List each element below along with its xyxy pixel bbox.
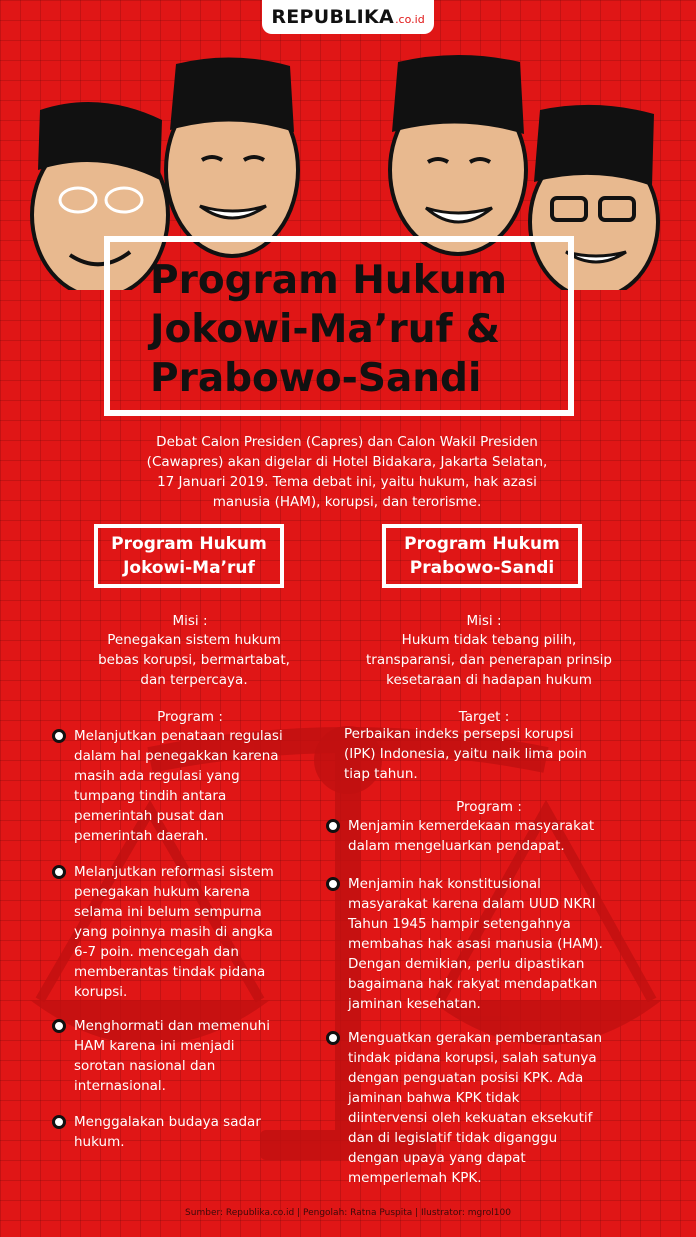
left-program-item [74, 1112, 314, 1152]
text-line: memperlemah KPK. [348, 1170, 482, 1186]
text-line: tindak pidana korupsi, salah satunya [348, 1050, 597, 1066]
text-line: pemerintah daerah. [74, 828, 209, 844]
right-misi-text [344, 630, 634, 690]
text-line: jaminan bahwa KPK tidak [348, 1090, 520, 1106]
text-line: membahas hak asasi manusia (HAM). [348, 936, 603, 952]
text-line: masyarakat karena dalam UUD NKRI [348, 896, 596, 912]
text-line: Perbaikan indeks persepsi korupsi [344, 726, 574, 742]
text-line: memberantas tindak pidana [74, 964, 266, 980]
text-line: 6-7 poin. mencegah dan [74, 944, 239, 960]
left-program-label: Program : [157, 709, 223, 725]
text-line: pemerintah pusat dan [74, 808, 225, 824]
bullet-icon [52, 1019, 66, 1033]
republika-logo [262, 0, 434, 34]
text-line: dengan penguatan posisi KPK. Ada [348, 1070, 584, 1086]
right-column-heading [382, 524, 582, 588]
right-program-item [348, 816, 648, 856]
intro-line: Debat Calon Presiden (Capres) dan Calon Wakil Presiden [156, 434, 538, 450]
text-line: bebas korupsi, bermartabat, [98, 652, 290, 668]
text-line: internasional. [74, 1078, 166, 1094]
bullet-icon [326, 877, 340, 891]
text-line: Menguatkan gerakan pemberantasan [348, 1030, 603, 1046]
text-line: bagaimana hak rakyat mendapatkan [348, 976, 598, 992]
text-line: sorotan nasional dan [74, 1058, 216, 1074]
text-line: Menjamin hak konstitusional [348, 876, 541, 892]
text-line: dengan upaya yang dapat [348, 1150, 526, 1166]
text-line: tiap tahun. [344, 766, 418, 782]
text-line: Dengan demikian, perlu dipastikan [348, 956, 585, 972]
text-line: Tahun 1945 hampir setengahnya [348, 916, 571, 932]
right-program-item [348, 874, 648, 1014]
text-line: selama ini belum sempurna [74, 904, 262, 920]
title-line: Prabowo-Sandi [150, 356, 482, 401]
text-line: Melanjutkan penataan regulasi [74, 728, 283, 744]
text-line: penegakan hukum karena [74, 884, 251, 900]
bullet-icon [52, 1115, 66, 1129]
text-line: jaminan kesehatan. [348, 996, 481, 1012]
text-line: masih ada regulasi yang [74, 768, 240, 784]
heading-line: Program Hukum [111, 534, 267, 554]
right-target-text [344, 724, 634, 784]
intro-paragraph [112, 432, 582, 512]
caricature-face-3 [390, 55, 526, 254]
text-line: Menjamin kemerdekaan masyarakat [348, 818, 595, 834]
right-misi-label: Misi : [466, 613, 502, 629]
heading-line: Jokowi-Ma’ruf [123, 558, 255, 578]
text-line: korupsi. [74, 984, 128, 1000]
text-line: Penegakan sistem hukum [107, 632, 281, 648]
right-program-label: Program : [456, 799, 522, 815]
text-line: dalam mengeluarkan pendapat. [348, 838, 565, 854]
title-line: Jokowi-Ma’ruf & [150, 307, 501, 352]
caricature-face-2 [166, 57, 298, 256]
text-line: Menghormati dan memenuhi [74, 1018, 270, 1034]
text-line: (IPK) Indonesia, yaitu naik lima poin [344, 746, 587, 762]
text-line: HAM karena ini menjadi [74, 1038, 235, 1054]
left-program-item [74, 862, 314, 1002]
bullet-icon [52, 729, 66, 743]
heading-line: Prabowo-Sandi [409, 558, 555, 578]
intro-line: (Cawapres) akan digelar di Hotel Bidakara, Jakarta Selatan, [146, 454, 548, 470]
left-misi-label: Misi : [172, 613, 208, 629]
text-line: kesetaraan di hadapan hukum [386, 672, 592, 688]
text-line: hukum. [74, 1134, 125, 1150]
bullet-icon [52, 865, 66, 879]
text-line: yang poinnya masih di angka [74, 924, 273, 940]
text-line: Hukum tidak tebang pilih, [401, 632, 577, 648]
text-line: dan di legislatif tidak diganggu [348, 1130, 558, 1146]
left-misi-text [74, 630, 314, 690]
text-line: dalam hal penegakkan karena [74, 748, 279, 764]
heading-line: Program Hukum [404, 534, 560, 554]
left-program-item [74, 726, 314, 846]
right-program-item [348, 1028, 648, 1188]
intro-line: manusia (HAM), korupsi, dan terorisme. [212, 494, 482, 510]
intro-line: 17 Januari 2019. Tema debat ini, yaitu hukum, hak azasi [157, 474, 537, 490]
source-credit: Sumber: Republika.co.id | Pengolah: Ratna Puspita | Ilustrator: mgrol100 [185, 1208, 511, 1218]
bullet-icon [326, 1031, 340, 1045]
brand-name: REPUBLIKA [271, 6, 395, 28]
page-title [150, 256, 650, 403]
bullet-icon [326, 819, 340, 833]
left-program-item [74, 1016, 314, 1096]
brand-domain: .co.id [395, 12, 425, 26]
text-line: diintervensi oleh kekuatan eksekutif [348, 1110, 593, 1126]
left-column-heading [94, 524, 284, 588]
text-line: tumpang tindih antara [74, 788, 227, 804]
title-line: Program Hukum [150, 258, 508, 303]
right-target-label: Target : [458, 709, 510, 725]
text-line: transparansi, dan penerapan prinsip [365, 652, 612, 668]
text-line: Melanjutkan reformasi sistem [74, 864, 274, 880]
text-line: Menggalakan budaya sadar [74, 1114, 261, 1130]
text-line: dan terpercaya. [140, 672, 248, 688]
